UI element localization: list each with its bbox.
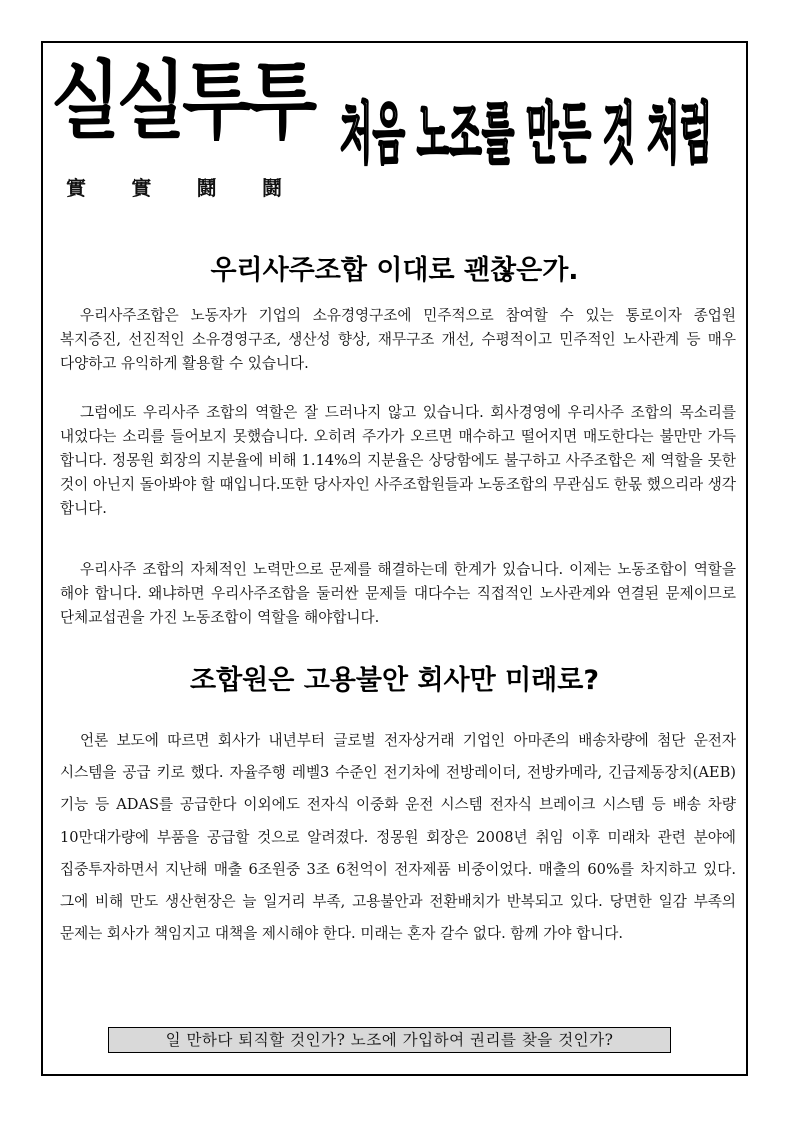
- slogan-text: 처음 노조를 만든 것 처럼: [340, 94, 712, 173]
- section-heading: 우리사주조합 이대로 괜찮은가.: [210, 255, 579, 286]
- logo-hanja-char: 鬪: [196, 176, 217, 200]
- logo-hanja-char: 實: [66, 176, 86, 200]
- slogan-wordart: [338, 78, 728, 213]
- logo-hanja: [64, 176, 284, 200]
- slogan-wordart-graphic: [338, 78, 728, 213]
- logo-hangul: 실실투투: [51, 51, 314, 151]
- paragraph: 우리사주조합은 노동자가 기업의 소유경영구조에 민주적으로 참여할 수 있는 통로이자 종업원 복지증진, 선진적인 소유경영구조, 생산성 향상, 재무구조 개선, 수평적이고 민주적인 노사관계 등 매우 다양하고 유익하게 활용할 수 있습니다.: [60, 307, 736, 372]
- paragraph: 우리사주 조합의 자체적인 노력만으로 문제를 해결하는데 한계가 있습니다. 이제는 노동조합이 역할을 해야 합니다. 왜냐하면 우리사주조합을 둘러싼 문제들 대다수는 직접적인 노사관계와 연결된 문제이므로 단체교섭권을 가진 노동조합이 역할을 해야합니다.: [60, 561, 736, 626]
- logo-hanja-char: 鬪: [261, 176, 282, 200]
- callout-box: 일 만하다 퇴직할 것인가? 노조에 가입하여 권리를 찾을 것인가?: [108, 1027, 671, 1053]
- section-heading: 조합원은 고용불안 회사만 미래로?: [189, 665, 599, 696]
- paragraph: 그럼에도 우리사주 조합의 역할은 잘 드러나지 않고 있습니다. 회사경영에 우리사주 조합의 목소리를 내었다는 소리를 들어보지 못했습니다. 오히려 주가가 오르면 매수하고 떨어지면 매도한다는 불만만 가득 합니다. 정몽원 회장의 지분율에 비해 1.14%의 지분율은 상당함에도 불구하고 사주조합은 제 역할을 못한 것이 아닌지 돌아봐야 할 때입니다.또한 당사자인 사주조합원들과 노동조합의 무관심도 한몫 했으리라 생각 합니다.: [60, 404, 736, 517]
- logo-hanja-char: 實: [131, 176, 152, 200]
- paragraph: 언론 보도에 따르면 회사가 내년부터 글로벌 전자상거래 기업인 아마존의 배송차량에 첨단 운전자 시스템을 공급 키로 했다. 자율주행 레벨3 수준인 전기차에 전방레이더, 전방카메라, 긴급제동장치(AEB) 기능 등 ADAS를 공급한다 이외에도 전자식 이중화 운전 시스템 전자식 브레이크 시스템 등 배송 차량 10만대가량에 부품을 공급할 것으로 알려졌다. 정몽원 회장은 2008년 취임 이후 미래차 관련 분야에 집중투자하면서 지난해 매출 6조원중 3조 6천억이 전자제품 비중이었다. 매출의 60%를 차지하고 있다. 그에 비해 만도 생산현장은 늘 일거리 부족, 고용불안과 전환배치가 반복되고 있다. 당면한 일감 부족의 문제는 회사가 책임지고 대책을 제시해야 한다. 미래는 혼자 갈수 없다. 함께 가야 합니다.: [60, 732, 736, 943]
